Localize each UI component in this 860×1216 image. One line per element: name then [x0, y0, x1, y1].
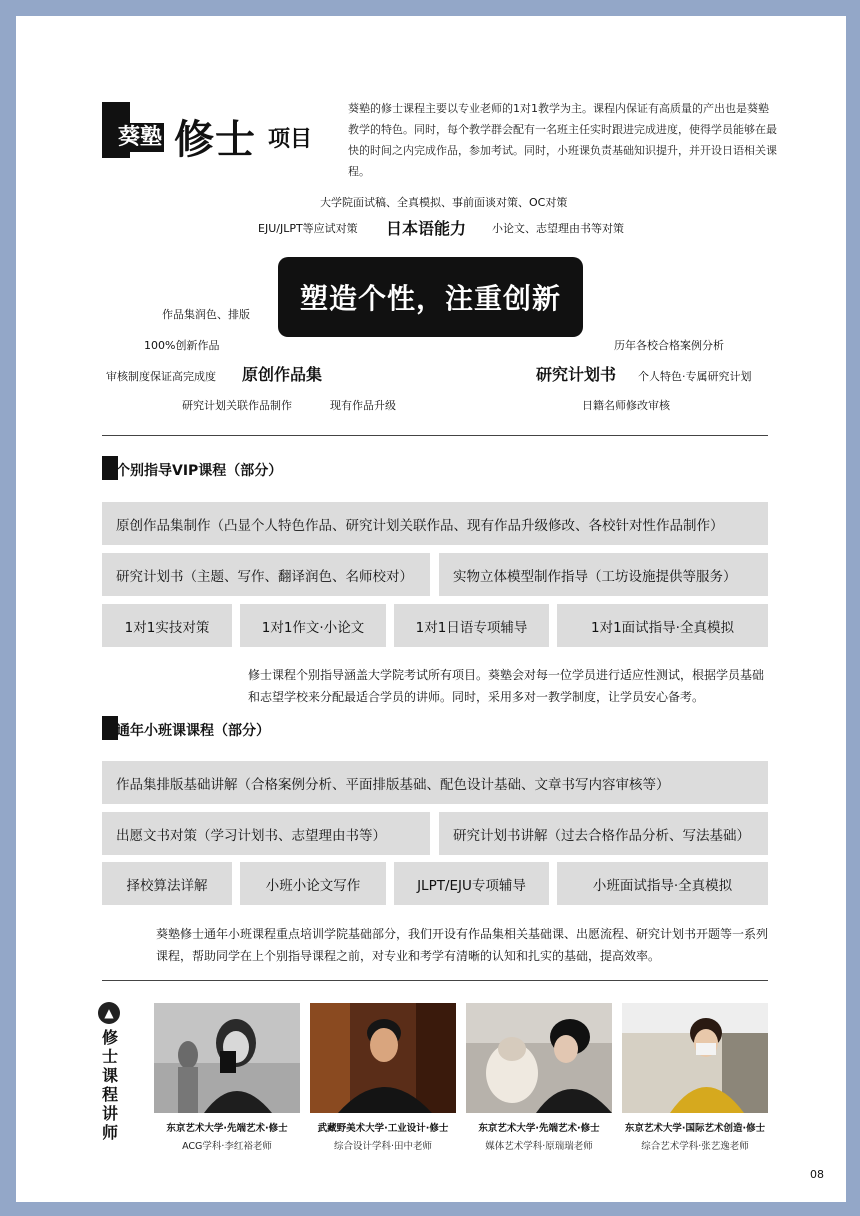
teacher-photo-art	[310, 1003, 456, 1113]
divider	[102, 980, 768, 981]
cloud-text: 日籍名师修改审核	[582, 399, 670, 412]
course-item: 1对1作文·小论文	[240, 604, 386, 647]
cloud-heading: 日本语能力	[386, 219, 467, 238]
teacher-photo	[622, 1003, 768, 1113]
course-item: 择校算法详解	[102, 862, 232, 905]
cloud-heading: 原创作品集	[242, 365, 323, 384]
teacher-school: 东京艺术大学·国际艺术创造·修士	[624, 1123, 766, 1134]
course-item: 1对1实技对策	[102, 604, 232, 647]
title-prefix: 葵塾	[118, 125, 163, 150]
page-number: 08	[810, 1168, 824, 1181]
group-description: 葵塾修士通年小班课程重点培训学院基础部分，我们开设有作品集相关基础课、出愿流程、研究计划书开题等一系列课程，帮助同学在上个别指导课程之前，对专业和考学有清晰的认知和扎实的基础，提高效率。	[156, 927, 769, 963]
vip-description: 修士课程个别指导涵盖大学院考试所有项目。葵塾会对每一位学员进行适应性测试，根据学员基础和志望学校来分配最适合学员的讲师。同时，采用多对一教学制度，让学员安心备考。	[248, 668, 765, 704]
teacher-school: 东京艺术大学·先端艺术·修士	[478, 1123, 600, 1134]
course-item: 1对1面试指导·全真模拟	[557, 604, 768, 647]
teacher-name: 综合设计学科·田中老师	[333, 1141, 433, 1152]
section-title: 通年小班课课程（部分）	[116, 723, 270, 739]
course-item: 1对1日语专项辅导	[394, 604, 549, 647]
intro-text: 葵塾的修士课程主要以专业老师的1对1教学为主。课程内保证有高质量的产出也是葵塾教学的特色。同时，每个教学群会配有一名班主任实时跟进完成进度，使得学员能够在最快的时间之内完成作品，参加考试。同时，小班课负责基础知识提升，并开设日语相关课程。	[348, 102, 777, 178]
course-item: 实物立体模型制作指导（工坊设施提供等服务）	[439, 553, 768, 596]
teacher-photo	[310, 1003, 456, 1113]
logo-icon: ▲	[98, 1002, 120, 1024]
course-item: 原创作品集制作（凸显个人特色作品、研究计划关联作品、现有作品升级修改、各校针对性作品制作）	[102, 502, 768, 545]
teacher-name: 媒体艺术学科·原瑞瑞老师	[485, 1141, 593, 1152]
title-big: 修士	[174, 117, 256, 163]
teachers-label: 修 士 课 程 讲 师	[101, 1028, 118, 1142]
teacher-name: 综合艺术学科·张艺逸老师	[641, 1141, 749, 1152]
course-item: 研究计划书讲解（过去合格作品分析、写法基础）	[439, 812, 768, 855]
cloud-text: 审核制度保证高完成度	[106, 370, 216, 383]
cloud-text: 个人特色·专属研究计划	[638, 370, 752, 383]
cloud-text: EJU/JLPT等应试对策	[258, 222, 358, 235]
divider	[102, 435, 768, 436]
teacher-photo	[154, 1003, 300, 1113]
title-suffix: 项目	[268, 127, 313, 152]
section-title: 个别指导VIP课程（部分）	[116, 463, 283, 479]
teacher-school: 武藏野美术大学·工业设计·修士	[317, 1123, 449, 1134]
course-item: 作品集排版基础讲解（合格案例分析、平面排版基础、配色设计基础、文章书写内容审核等）	[102, 761, 768, 804]
cloud-text: 历年各校合格案例分析	[614, 339, 724, 352]
cloud-text: 小论文、志望理由书等对策	[492, 222, 624, 235]
page	[16, 16, 846, 1202]
course-item: 出愿文书对策（学习计划书、志望理由书等）	[102, 812, 430, 855]
teacher-school: 东京艺术大学·先端艺术·修士	[166, 1123, 288, 1134]
cloud-text: 大学院面试稿、全真模拟、事前面谈对策、OC对策	[320, 196, 568, 209]
course-item: 研究计划书（主题、写作、翻译润色、名师校对）	[102, 553, 430, 596]
teacher-name: ACG学科·李红裕老师	[182, 1141, 272, 1152]
teacher-photo-art	[466, 1003, 612, 1113]
cloud-text: 100%创新作品	[144, 339, 220, 352]
course-item: JLPT/EJU专项辅导	[394, 862, 549, 905]
teacher-photo-art	[154, 1003, 300, 1113]
teacher-photo	[466, 1003, 612, 1113]
course-item: 小班小论文写作	[240, 862, 386, 905]
cloud-text: 研究计划关联作品制作	[182, 399, 292, 412]
page-title	[102, 102, 342, 162]
hero-banner: 塑造个性，注重创新	[278, 257, 583, 337]
teacher-photo-art	[622, 1003, 768, 1113]
course-item: 小班面试指导·全真模拟	[557, 862, 768, 905]
cloud-text: 作品集润色、排版	[162, 308, 250, 321]
cloud-text: 现有作品升级	[330, 399, 396, 412]
cloud-heading: 研究计划书	[536, 365, 617, 384]
